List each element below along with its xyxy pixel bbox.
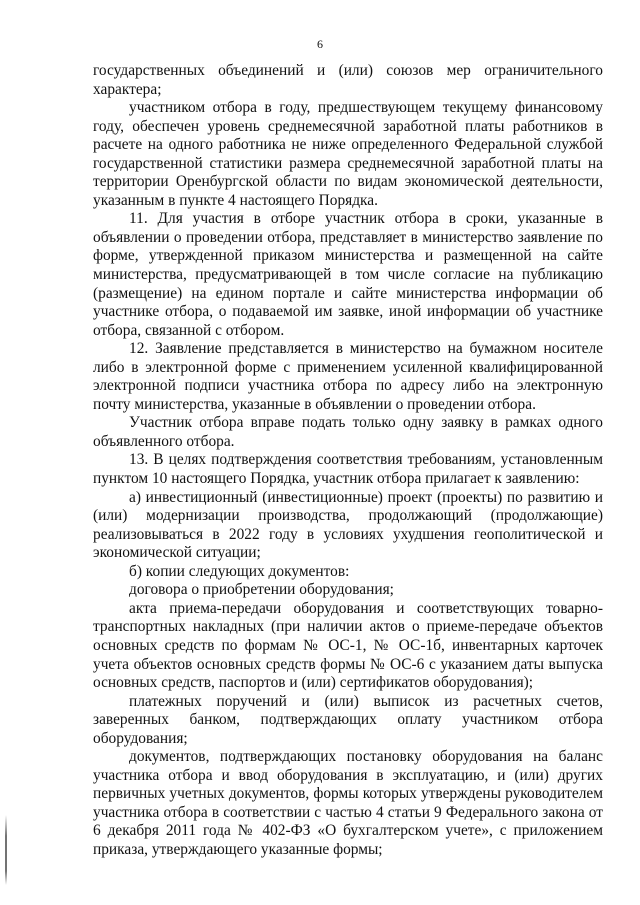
paragraph-acceptance-act: акта приема-передачи оборудования и соответствующих товарно-транспортных накладных (при наличии актов о приеме-передаче объектов основных средств по формам № ОС-1, № ОС-1б, инвентарных карточек учета объектов основных средств формы № ОС-6 с указанием даты выпуска основных средств, паспортов и (или) сертификатов оборудования); [93,599,603,692]
paragraph-equipment-contract: договора о приобретении оборудования; [129,581,394,599]
paragraph-subitem-b: б) копии следующих документов: [129,562,350,580]
paragraph-balance-documents: документов, подтверждающих постановку оборудования на баланс участника отбора и ввод оборудования в эксплуатацию, и (или) других первичных учетных документов, формы которых утверждены руководителем участника отбора в соответствии с частью 4 статьи 9 Федерального закона от 6 декабря 2011 года № 402-ФЗ «О бухгалтерском учете», с приложением приказа, утверждающего указанные формы; [93,748,603,858]
paragraph-continuation: государственных объединений и (или) союзов мер ограничительного характера; [93,62,603,98]
paragraph-item-13: 13. В целях подтверждения соответствия требованиям, установленным пунктом 10 настоящего Порядка, участник отбора прилагает к заявлению: [93,451,603,488]
paragraph-wage-level: участником отбора в году, предшествующем текущему финансовому году, обеспечен уровень среднемесячной заработной платы работников в расчете на одного работника не ниже определенного Федеральной службой государственной статистики размера среднемесячной заработной платы на территории Оренбургской области по видам экономической деятельности, указанным в пункте 4 настоящего Порядка. [93,99,603,209]
scan-edge-mark [5,815,7,885]
paragraph-subitem-a: а) инвестиционный (инвестиционные) проект (проекты) по развитию и (или) модернизации производства, продолжающий (продолжающие) реализовываться в 2022 году в условиях ухудшения геополитической и экономической ситуации; [93,488,603,562]
paragraph-item-12: 12. Заявление представляется в министерство на бумажном носителе либо в электронной форме с применением усиленной квалифицированной электронной подписи участника отбора по адресу либо на электронную почту министерства, указанные в объявлении о проведении отбора. [93,340,603,413]
paragraph-item-11: 11. Для участия в отборе участник отбора в сроки, указанные в объявлении о проведении отбора, представляет в министерство заявление по форме, утвержденной приказом министерства и размещенной на сайте министерства, предусматривающей в том числе согласие на публикацию (размещение) на едином портале и сайте министерства информации об участнике отбора, о подаваемой им заявке, иной информации об участнике отбора, связанной с отбором. [93,210,603,339]
page-number: 6 [317,37,323,51]
paragraph-single-application: Участник отбора вправе подать только одну заявку в рамках одного объявленного отбора. [93,414,603,450]
paragraph-payment-orders: платежных поручений и (или) выписок из расчетных счетов, заверенных банком, подтверждающих оплату участником отбора оборудования; [93,692,603,747]
document-body [93,62,603,860]
